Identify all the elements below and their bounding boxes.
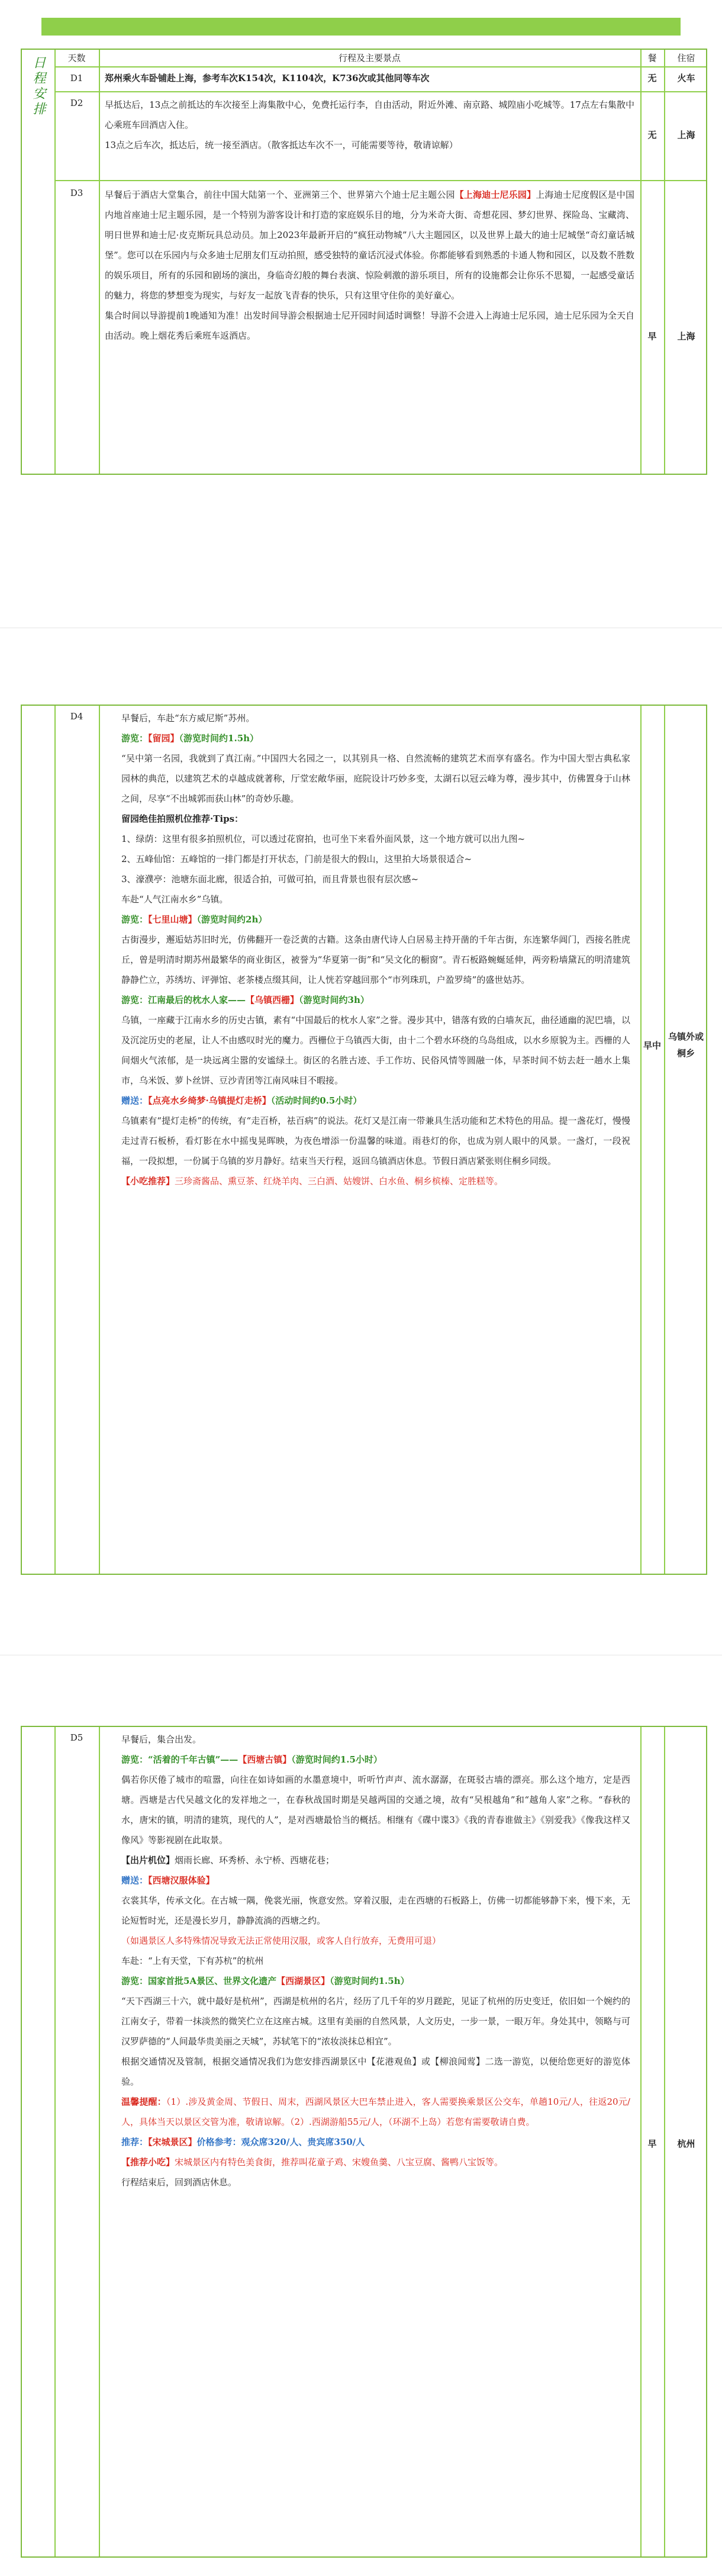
- d1-meal: 无: [647, 73, 657, 83]
- d3-disney-name: 【上海迪士尼乐园】: [455, 189, 536, 200]
- col-header-itinerary: 行程及主要景点: [338, 53, 401, 63]
- itinerary-table-part-2: [21, 705, 707, 1575]
- day-label-d3: D3: [70, 188, 83, 198]
- d5-paragraph-end: 行程结束后，回到酒店休息。: [121, 2177, 237, 2188]
- d5-description: [121, 1729, 630, 2192]
- d1-stay: 火车: [677, 73, 695, 83]
- day-label-d4: D4: [70, 711, 83, 722]
- d4-tips-title: 留园绝佳拍照机位推荐·Tips：: [121, 813, 244, 824]
- d4-paragraph-liuyuan: “吴中第一名园，我就到了真江南。”中国四大名园之一，以其别具一格、自然流畅的建筑艺术而享有盛名。作为中国大型古典私家园林的典范，以建筑艺术的卓越成就著称，厅堂宏敞华丽，庭院设计巧妙多变，太湖石以冠云峰为尊，漫步其中，仿佛置身于山林之间，尽享“不出城郭而获山林”的奇妙乐趣。: [121, 753, 630, 804]
- d4-tip-2: 2、五峰仙馆：五峰馆的一排门都是打开状态，门前是很大的假山，这里拍大场景很适合~: [121, 854, 472, 864]
- d4-meal: 早中: [643, 1040, 661, 1051]
- d4-snack-recommend: 【小吃推荐】三珍斋酱品、熏豆茶、红烧羊肉、三白酒、姑嫂饼、白水鱼、桐乡槟榛、定胜糕等。: [121, 1176, 504, 1186]
- d4-tip-3: 3、濠濮亭：池塘东面北廊，很适合拍，可做可拍，而且背景也很有层次感~: [121, 874, 419, 885]
- d2-stay: 上海: [677, 130, 695, 140]
- d2-meal: 无: [647, 130, 657, 140]
- d5-stay: 杭州: [677, 2138, 695, 2149]
- d5-snack-recommend: 【推荐小吃】宋城景区内有特色美食街，推荐叫花童子鸡、宋嫂鱼羹、八宝豆腐、酱鸭八宝饭等。: [121, 2157, 504, 2167]
- d1-description: 郑州乘火车卧铺赴上海，参考车次K154次，K1104次，K736次或其他同等车次: [105, 73, 430, 83]
- day-label-d1: D1: [70, 73, 83, 83]
- d3-stay: 上海: [677, 331, 695, 342]
- d4-spot-liuyuan: 游览：【留园】（游览时间约1.5h）: [121, 733, 259, 744]
- d4-paragraph-lantern: 乌镇素有“提灯走桥”的传统，有“走百桥，祛百病”的说法。花灯又是江南一带兼具生活功能和艺术特色的用品。提一盏花灯，慢慢走过青石板桥，看灯影在水中摇曳晃晖映，为夜色增添一份温馨的味道。雨巷灯的你，也成为别人眼中的风景。一盏灯，一段祝福，一段拟想，一份属于乌镇的岁月静好。结束当天行程，返回乌镇酒店休息。节假日酒店紧张则住桐乡同级。: [121, 1115, 630, 1166]
- col-header-stay: 住宿: [677, 53, 695, 63]
- d5-hanfu-note: （如遇景区人多特殊情况导致无法正常使用汉服，或客人自行放弃，无费用可退）: [121, 1935, 441, 1946]
- d4-gift-lantern: 赠送：【点亮水乡绮梦·乌镇提灯走桥】（活动时间约0.5小时）: [121, 1095, 362, 1106]
- d5-paragraph-westlake: “天下西湖三十六，就中最好是杭州”，西湖是杭州的名片，经历了几千年的岁月蹉跎，见证了杭州的历史变迁，依旧如一个婉约的江南女子，带着一抹淡然的微笑伫立在这座古城。这里有美丽的自然风景，人文历史，一步一景，一眼万年。身处其中，领略与可汉罗萨德的“人间最华贵美丽之天城”，苏轼笔下的“浓妆淡抹总相宜”。: [121, 1996, 630, 2047]
- d3-description: [105, 185, 634, 346]
- d5-meal: 早: [647, 2138, 657, 2149]
- d3-paragraph-1: [105, 185, 634, 305]
- d5-paragraph-westlake-route: 根据交通情况及管制，根据交通情况我们为您安排西湖景区中【花港观鱼】或【柳浪闻莺】二选一游览，以便给您更好的游览体验。: [121, 2056, 630, 2087]
- header-decor-bar: [41, 18, 681, 36]
- d5-spot-westlake: 游览：国家首批5A景区、世界文化遗产【西湖景区】（游览时间约1.5h）: [121, 1976, 410, 1986]
- d3-disney-desc: 上海迪士尼度假区是中国内地首座迪士尼主题乐园，是一个特别为游客设计和打造的家庭娱乐目的地，分为米奇大街、奇想花园、梦幻世界、探险岛、宝藏湾、明日世界和迪士尼·皮克斯玩具总动员。加上2023年最新开启的“疯狂动物城”八大主题园区，以及世界上最大的迪士尼城堡“奇幻童话城堡”。您可以在乐园内与众多迪士尼朋友们互动拍照，感受独特的童话沉浸式体验。你都能够看到熟悉的卡通人物和园区，以及数不胜数的娱乐项目，所有的乐园和剧场的演出，身临奇幻般的舞台表演、惊险刺激的游乐项目，所有的设施都会让你乐不思蜀，一起感受童话的魅力，将您的梦想变为现实，与好友一起放飞青春的快乐，只有这里守住你的美好童心。: [105, 189, 634, 301]
- itinerary-table-part-3: [21, 1726, 707, 2558]
- d5-photo-spots: 【出片机位】烟雨长廊、环秀桥、永宁桥、西塘花巷；: [121, 1855, 335, 1866]
- d3-meal: 早: [647, 331, 657, 342]
- col-header-day: 天数: [67, 53, 86, 63]
- d5-spot-xitang: 游览：“活着的千年古镇”——【西塘古镇】（游览时间约1.5小时）: [121, 1754, 382, 1765]
- d4-paragraph-shantang: 古街漫步，邂逅姑苏旧时光，仿佛翻开一卷泛黄的古籍。这条由唐代诗人白居易主持开凿的千年古街，东连繁华阊门，西接名胜虎丘，曾是明清时期苏州最繁华的商业街区，被誉为“华夏第一街”和“吴文化的橱窗”。青石板路蜿蜒延伸，两旁粉墙黛瓦的明清建筑静静伫立，苏绣坊、评弹馆、老茶楼点缀其间，让人恍若穿越回那个“市列珠玑，户盈罗绮”的盛世姑苏。: [121, 934, 630, 985]
- d5-gift-hanfu: 赠送：【西塘汉服体验】: [121, 1875, 215, 1886]
- d2-paragraph-1: 早抵达后，13点之前抵达的车次接至上海集散中心，免费托运行李，自由活动，附近外滩、南京路、城隍庙小吃城等。17点左右集散中心乘班车回酒店入住。: [105, 99, 634, 130]
- itinerary-table-part-1: [21, 49, 707, 475]
- d4-paragraph-1: 早餐后，车赴“东方威尼斯”苏州。: [121, 713, 255, 723]
- d3-paragraph-2: 集合时间以导游提前1晚通知为准！出发时间导游会根据迪士尼开园时间适时调整！导游不会进入上海迪士尼乐园，迪士尼乐园为全天自由活动。晚上烟花秀后乘班车返酒店。: [105, 310, 634, 341]
- d4-spot-xizha: 游览：江南最后的枕水人家——【乌镇西栅】（游览时间约3h）: [121, 995, 369, 1005]
- day-label-d2: D2: [70, 98, 83, 108]
- d3-intro: 早餐后于酒店大堂集合，前往中国大陆第一个、亚洲第三个、世界第六个迪士尼主题公园: [105, 189, 455, 200]
- col-header-meal: 餐: [647, 53, 657, 63]
- d4-paragraph-transfer: 车赴“人气江南水乡”乌镇。: [121, 894, 228, 905]
- d5-paragraph-hanfu: 衣裳其华，传承文化。在古城一隅，俛裳光丽，恢意安然。穿着汉服，走在西塘的石板路上，仿佛一切都能够静下来，慢下来，无论短暂时光，还是漫长岁月，静静流淌的西塘之约。: [121, 1895, 630, 1926]
- d2-description: [105, 95, 634, 155]
- d4-spot-shantang: 游览：【七里山塘】（游览时间约2h）: [121, 914, 267, 925]
- d5-paragraph-1: 早餐后，集合出发。: [121, 1734, 202, 1745]
- d5-recommend-songcheng: 推荐：【宋城景区】价格参考：观众席320/人、贵宾席350/人: [121, 2137, 365, 2147]
- d5-paragraph-xitang: 偶若你厌倦了城市的喧嚣，向往在如诗如画的水墨意境中，听听竹声声、流水潺潺，在斑驳古墙的漂亮。那么这个地方，定是西塘。西塘是古代吴越文化的发祥地之一，在春秋战国时期是吴越两国的交通之境，故有“吴根越角”和“越角人家”之称。“春秋的水，唐宋的镇，明清的建筑，现代的人”，是对西塘最恰当的概括。相继有《碟中谍3》《我的青春谁做主》《别爱我》《像我这样又像风》等影视剧在此取景。: [121, 1774, 630, 1845]
- day-label-d5: D5: [70, 1732, 83, 1743]
- d5-paragraph-transfer: 车赴：“上有天堂，下有苏杭”的杭州: [121, 1956, 264, 1966]
- sidebar-title: 日程安排: [31, 56, 46, 117]
- d4-paragraph-xizha: 乌镇，一座藏于江南水乡的历史古镇，素有“中国最后的枕水人家”之誉。漫步其中，错落有致的白墙灰瓦，曲径通幽的泥巴墙，以及沉淀历史的老屋，让人不由感叹时光的魔力。西栅位于乌镇西大街，由十二个碧水环绕的乌岛组成，以水乡原貌为主。西栅的人间烟火气浓郁，是一块远离尘嚣的安谧绿土。街区的名胜古迹、手工作坊、民俗风情等圆融一体，早茶时间不妨去赶一趟水上集市，乌米饭、萝卜丝饼、豆沙青团等江南风味目不暇接。: [121, 1015, 630, 1086]
- d2-paragraph-2: 13点之后车次，抵达后，统一接至酒店。（散客抵达车次不一，可能需要等待，敬请谅解）: [105, 140, 458, 150]
- d4-tip-1: 1、绿荫：这里有很多拍照机位，可以透过花窗拍，也可坐下来看外面风景，这一个地方就可以出九图~: [121, 834, 526, 844]
- d4-stay: 乌镇外或桐乡: [668, 1031, 704, 1059]
- d4-description: [121, 708, 630, 1191]
- d5-warm-tips: 温馨提醒：（1）.涉及黄金周、节假日、周末，西湖风景区大巴车禁止进入，客人需要换乘景区公交车，单趟10元/人，往返20元/人，具体当天以景区交管为准，敬请谅解。（2）.西湖游船55元/人，（环湖不上岛）若您有需要敬请自费。: [121, 2096, 630, 2127]
